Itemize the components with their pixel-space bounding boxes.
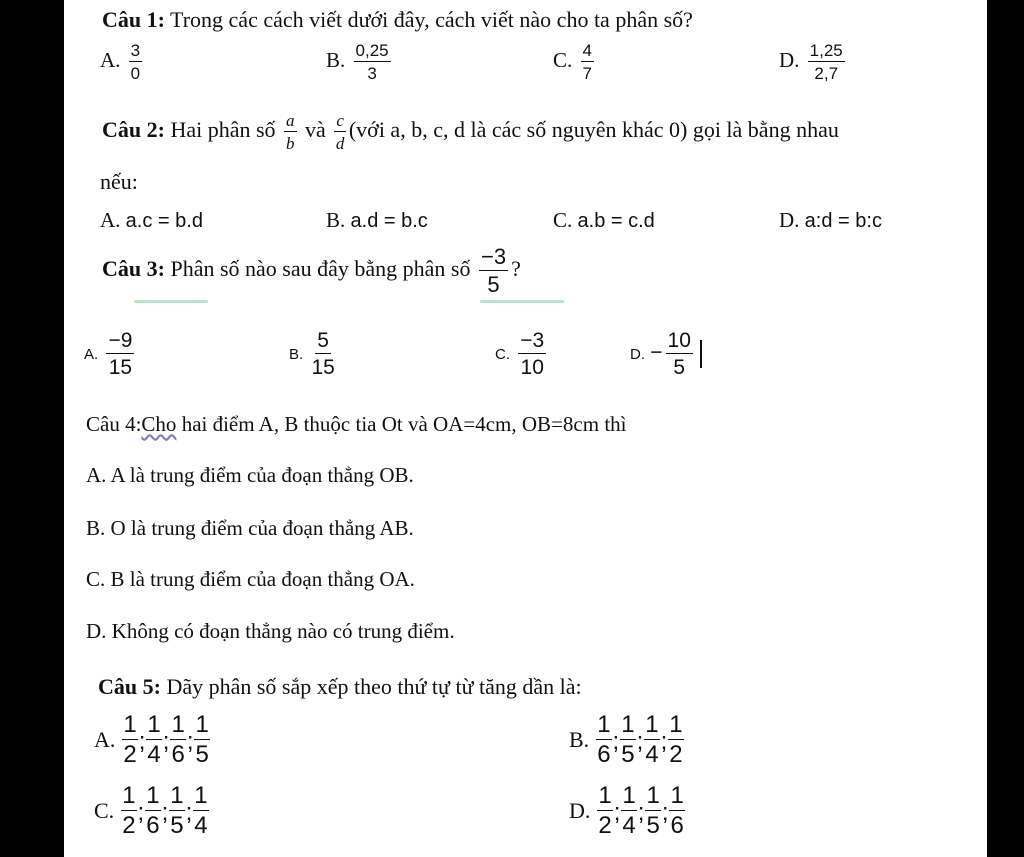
- separator: ;: [637, 799, 645, 826]
- fraction: [596, 713, 611, 767]
- q1-option-c[interactable]: [553, 42, 597, 82]
- q1-option-b[interactable]: [326, 42, 394, 82]
- q4-option-d[interactable]: D. Không có đoạn thẳng nào có trung điểm.: [86, 619, 455, 643]
- separator: ;: [661, 799, 669, 826]
- q2-frac1-den: b: [286, 134, 295, 153]
- fraction: [145, 784, 160, 838]
- q2-frac2-num: c: [336, 111, 344, 130]
- worksheet-page: [64, 0, 987, 857]
- q3-option-c-label: C.: [495, 345, 510, 363]
- q2-option-d-text: a:d = b:c: [804, 210, 882, 232]
- q3-frac-den: 5: [487, 272, 500, 297]
- q2-option-c-text: a.b = c.d: [577, 210, 655, 232]
- q5-option-label: D.: [569, 798, 591, 823]
- question-1: [102, 6, 693, 34]
- fraction: [169, 784, 184, 838]
- fraction-denominator: 2: [122, 812, 136, 839]
- fraction: [644, 713, 659, 767]
- q3-option-b-den: 15: [311, 356, 335, 379]
- question-5-text: Dãy phân số sắp xếp theo thứ tự từ tăng dần là:: [160, 674, 582, 699]
- fraction-numerator: 1: [622, 782, 636, 809]
- q2-frac1-num: a: [286, 111, 295, 130]
- question-2-text-c: (với a, b, c, d là các số nguyên khác 0) gọi là bằng nhau: [348, 117, 839, 143]
- fraction-numerator: 1: [621, 711, 635, 738]
- q1-option-a-den: 0: [130, 64, 141, 83]
- separator: ;: [162, 728, 170, 755]
- q5-option-c[interactable]: [94, 784, 210, 838]
- q4-option-b[interactable]: B. O là trung điểm của đoạn thẳng AB.: [86, 516, 414, 540]
- q3-option-d-num: 10: [667, 329, 691, 352]
- q3-option-c-den: 10: [520, 356, 544, 379]
- q1-option-b-den: 3: [367, 64, 377, 83]
- question-3-suffix: ?: [511, 256, 521, 282]
- q3-option-d-label: D.: [630, 345, 645, 363]
- fraction: [597, 784, 612, 838]
- question-3: [102, 246, 521, 296]
- fraction-denominator: 6: [171, 741, 185, 768]
- fraction-denominator: 4: [147, 741, 161, 768]
- q1-option-c-label: C.: [553, 47, 573, 72]
- fraction: [122, 713, 137, 767]
- fraction: [669, 784, 684, 838]
- question-2-text-a: Hai phân số: [164, 117, 282, 143]
- separator: ;: [636, 728, 644, 755]
- fraction: [621, 784, 636, 838]
- q5-option-label: B.: [569, 727, 590, 752]
- fraction-denominator: 4: [645, 741, 659, 768]
- q2-option-b-label: B.: [326, 208, 346, 232]
- separator: ;: [660, 728, 668, 755]
- q2-option-d[interactable]: [779, 208, 882, 233]
- q2-option-d-label: D.: [779, 208, 800, 232]
- separator: ;: [186, 728, 194, 755]
- separator: ;: [138, 728, 146, 755]
- q2-option-a[interactable]: [100, 208, 203, 233]
- fraction-denominator: 5: [621, 741, 635, 768]
- fraction-numerator: 1: [171, 711, 185, 738]
- q1-option-a[interactable]: [100, 42, 145, 82]
- q3-option-a-label: A.: [84, 345, 99, 363]
- fraction-numerator: 1: [122, 782, 136, 809]
- q3-option-d-sign: −: [650, 340, 663, 364]
- q1-option-c-den: 7: [582, 64, 592, 83]
- fraction: [146, 713, 161, 767]
- fraction-denominator: 6: [597, 741, 611, 768]
- question-4-prefix: Câu 4:: [86, 412, 142, 436]
- question-2-continuation: nếu:: [100, 169, 138, 194]
- fraction: [170, 713, 185, 767]
- q3-option-c-num: −3: [520, 329, 545, 352]
- q1-option-d-den: 2,7: [814, 64, 839, 83]
- q3-option-d[interactable]: [630, 330, 702, 378]
- separator: ;: [185, 799, 193, 826]
- fraction-denominator: 5: [646, 812, 660, 839]
- q2-option-b[interactable]: [326, 208, 428, 233]
- q3-option-d-den: 5: [673, 356, 686, 379]
- q3-frac-num: −3: [480, 244, 507, 269]
- separator: ;: [613, 799, 621, 826]
- q4-option-c[interactable]: C. B là trung điểm của đoạn thẳng OA.: [86, 567, 415, 591]
- fraction: [121, 784, 136, 838]
- q3-option-b[interactable]: [289, 330, 338, 378]
- q2-option-a-label: A.: [100, 208, 121, 232]
- q5-option-a[interactable]: [94, 713, 211, 767]
- fraction-numerator: 1: [123, 711, 137, 738]
- question-2-prefix: Câu 2:: [102, 117, 165, 143]
- question-4: [86, 410, 626, 438]
- fraction-denominator: 6: [670, 812, 684, 839]
- q3-option-c[interactable]: [495, 330, 549, 378]
- fraction-denominator: 2: [669, 741, 683, 768]
- q4-option-a[interactable]: A. A là trung điểm của đoạn thẳng OB.: [86, 463, 414, 487]
- q1-option-b-label: B.: [326, 47, 346, 72]
- q1-option-c-num: 4: [582, 41, 592, 60]
- fraction-denominator: 2: [598, 812, 612, 839]
- fraction: [194, 713, 209, 767]
- fraction: [645, 784, 660, 838]
- question-5-prefix: Câu 5:: [98, 674, 161, 699]
- question-4-spellcheck-word: Cho: [141, 412, 177, 436]
- question-4-text: hai điểm A, B thuộc tia Ot và OA=4cm, OB=8cm thì: [176, 412, 627, 436]
- fraction-numerator: 1: [170, 782, 184, 809]
- q2-option-c-label: C.: [553, 208, 573, 232]
- fraction-denominator: 4: [194, 812, 208, 839]
- separator: ;: [137, 799, 145, 826]
- q2-option-b-text: a.d = b.c: [350, 210, 428, 232]
- fraction-denominator: 4: [622, 812, 636, 839]
- fraction-denominator: 6: [146, 812, 160, 839]
- question-2: [102, 112, 839, 152]
- q2-option-a-text: a.c = b.d: [125, 210, 203, 232]
- fraction-numerator: 1: [597, 711, 611, 738]
- question-5: [98, 673, 582, 701]
- q5-option-b[interactable]: [569, 713, 685, 767]
- fraction-numerator: 1: [645, 711, 659, 738]
- q5-option-label: C.: [94, 798, 115, 823]
- q1-option-b-num: 0,25: [355, 41, 389, 60]
- fraction-numerator: 1: [670, 782, 684, 809]
- fraction-numerator: 1: [598, 782, 612, 809]
- q1-option-d-label: D.: [779, 47, 800, 72]
- q1-option-a-num: 3: [130, 41, 141, 60]
- question-2-text-b: và: [299, 117, 332, 143]
- fraction-numerator: 1: [147, 711, 161, 738]
- question-1-prefix: Câu 1:: [102, 7, 165, 32]
- q5-option-d[interactable]: [569, 784, 686, 838]
- q2-option-c[interactable]: [553, 208, 655, 233]
- fraction-denominator: 5: [195, 741, 209, 768]
- fraction-numerator: 1: [195, 711, 209, 738]
- q3-option-b-num: 5: [317, 329, 329, 352]
- fraction-numerator: 1: [194, 782, 208, 809]
- fraction: [193, 784, 208, 838]
- fraction-numerator: 1: [669, 711, 683, 738]
- text-cursor: [700, 340, 702, 368]
- q2-frac2-den: d: [335, 134, 345, 153]
- q3-option-b-label: B.: [289, 345, 304, 363]
- fraction: [620, 713, 635, 767]
- q3-option-a-den: 15: [108, 356, 133, 379]
- q3-option-a[interactable]: [84, 330, 137, 378]
- q1-option-d-num: 1,25: [809, 41, 843, 60]
- question-1-text: Trong các cách viết dưới đây, cách viết nào cho ta phân số?: [164, 7, 693, 32]
- highlight-mark: [480, 300, 564, 303]
- question-3-prefix: Câu 3:: [102, 256, 165, 282]
- fraction-denominator: 2: [123, 741, 137, 768]
- fraction-numerator: 1: [146, 782, 160, 809]
- question-3-text: Phân số nào sau đây bằng phân số: [164, 256, 476, 282]
- q1-option-d[interactable]: [779, 42, 848, 82]
- fraction-numerator: 1: [646, 782, 660, 809]
- q5-option-label: A.: [94, 727, 116, 752]
- q3-option-a-num: −9: [108, 329, 133, 352]
- fraction-denominator: 5: [170, 812, 184, 839]
- separator: ;: [161, 799, 169, 826]
- fraction: [668, 713, 683, 767]
- highlight-mark: [134, 300, 208, 303]
- separator: ;: [612, 728, 620, 755]
- q1-option-a-label: A.: [100, 47, 121, 72]
